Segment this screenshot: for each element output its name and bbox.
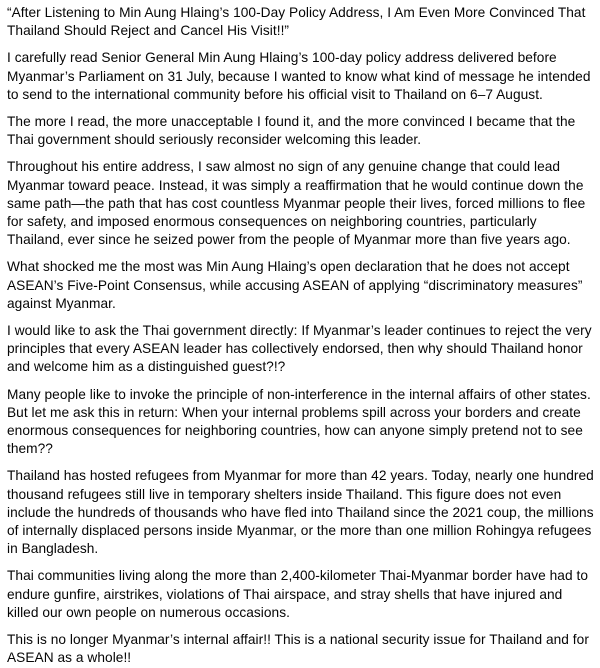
post-paragraph: Thai communities living along the more than 2,400-kilometer Thai-Myanmar border have had to endure gunfire, airstrikes, violations of Thai airspace, and stray shells that have injured and killed our own people on numerous occasions.	[7, 568, 588, 620]
post-paragraph: What shocked me the most was Min Aung Hlaing’s open declaration that he does not accept ASEAN’s Five-Point Consensus, while accusing ASEAN of applying “discriminatory measures” against Myanmar.	[7, 259, 583, 311]
post-paragraph: The more I read, the more unacceptable I found it, and the more convinced I became that the Thai government should seriously reconsider welcoming this leader.	[7, 114, 576, 148]
post-paragraph: This is no longer Myanmar’s internal affair!! This is a national security issue for Thailand and for ASEAN as a whole!!	[7, 632, 589, 666]
post-paragraph: I would like to ask the Thai government directly: If Myanmar’s leader continues to reject the very principles that every ASEAN leader has collectively endorsed, then why should Thailand honor and welcome him as a distinguished guest?!?	[7, 323, 592, 375]
post-paragraph: Throughout his entire address, I saw almost no sign of any genuine change that could lead Myanmar toward peace. Instead, it was simply a reaffirmation that he would continue down the same path—the path that has cost countless Myanmar people their lives, forced millions to flee for safety, and imposed enormous consequences on neighboring countries, particularly Thailand, ever since he seized power from the people of Myanmar more than five years ago.	[7, 159, 586, 248]
post-paragraph: Many people like to invoke the principle of non-interference in the internal affairs of other states. But let me ask this in return: When your internal problems spill across your borders and create enormous consequences for neighboring countries, how can anyone simply pretend not to see them??	[7, 386, 591, 457]
post-paragraph: I carefully read Senior General Min Aung Hlaing’s 100-day policy address delivered before Myanmar’s Parliament on 31 July, because I wanted to know what kind of message he intended to send to the international community before his official visit to Thailand on 6–7 August.	[7, 50, 591, 102]
post-title: “After Listening to Min Aung Hlaing’s 100-Day Policy Address, I Am Even More Convinced That Thailand Should Reject and Cancel His Visit!!”	[7, 5, 586, 39]
post-paragraph: Thailand has hosted refugees from Myanmar for more than 42 years. Today, nearly one hundred thousand refugees still live in temporary shelters inside Thailand. This figure does not even include the hundreds of thousands who have fled into Thailand since the 2021 coup, the millions of internally displaced persons inside Myanmar, or the more than one million Rohingya refugees in Bangladesh.	[7, 468, 594, 557]
